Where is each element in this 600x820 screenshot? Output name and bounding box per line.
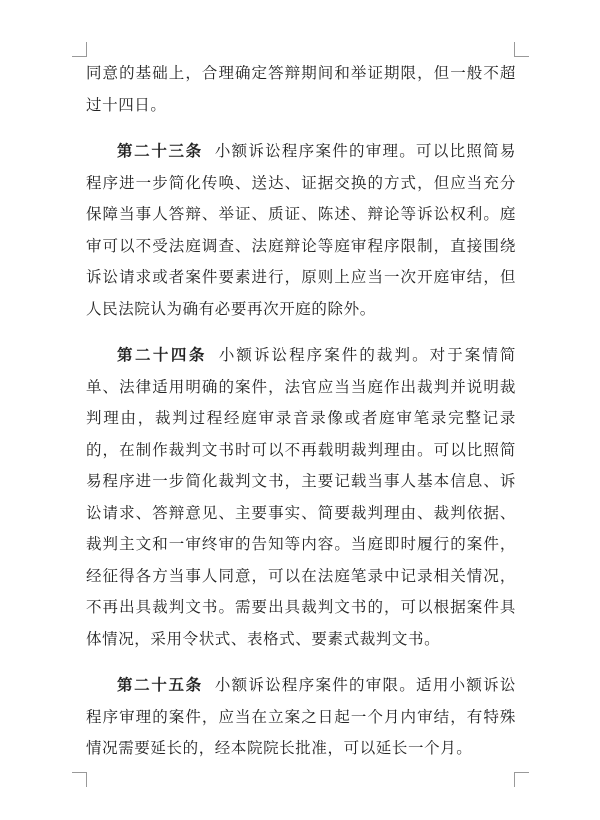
document-body [86, 58, 516, 765]
article-heading: 第二十三条 [117, 142, 203, 160]
page-corner-mark-bottom-right [514, 772, 529, 787]
page-corner-mark-bottom-left [72, 772, 87, 787]
page-corner-mark-top-right [514, 42, 529, 57]
article-23 [86, 136, 516, 325]
article-24 [86, 340, 516, 655]
article-heading: 第二十四条 [117, 346, 207, 364]
article-body: 小额诉讼程序案件的审限。适用小额诉讼程序审理的案件，应当在立案之日起一个月内审结，有特殊情况需要延长的，经本院院长批准，可以延长一个月。 [86, 676, 516, 757]
article-body: 小额诉讼程序案件的审理。可以比照简易程序进一步简化传唤、送达、证据交换的方式，但应当充分保障当事人答辩、举证、质证、陈述、辩论等诉讼权利。庭审可以不受法庭调查、法庭辩论等庭审程序限制，直接围绕诉讼请求或者案件要素进行，原则上应当一次开庭审结，但人民法院认为确有必要再次开庭的除外。 [86, 142, 516, 318]
continued-paragraph: 同意的基础上，合理确定答辩期间和举证期限，但一般不超过十四日。 [86, 64, 516, 114]
article-body: 小额诉讼程序案件的裁判。对于案情简单、法律适用明确的案件，法官应当当庭作出裁判并说明裁判理由，裁判过程经庭审录音录像或者庭审笔录完整记录的，在制作裁判文书时可以不再载明裁判理由。可以比照简易程序进一步简化裁判文书，主要记载当事人基本信息、诉讼请求、答辩意见、主要事实、简要裁判理由、裁判依据、裁判主文和一审终审的告知等内容。当庭即时履行的案件，经征得各方当事人同意，可以在法庭笔录中记录相关情况，不再出具裁判文书。需要出具裁判文书的，可以根据案件具体情况，采用令状式、表格式、要素式裁判文书。 [86, 346, 516, 648]
article-heading: 第二十五条 [117, 676, 203, 694]
page-corner-mark-top-left [72, 42, 87, 57]
article-25 [86, 670, 516, 765]
